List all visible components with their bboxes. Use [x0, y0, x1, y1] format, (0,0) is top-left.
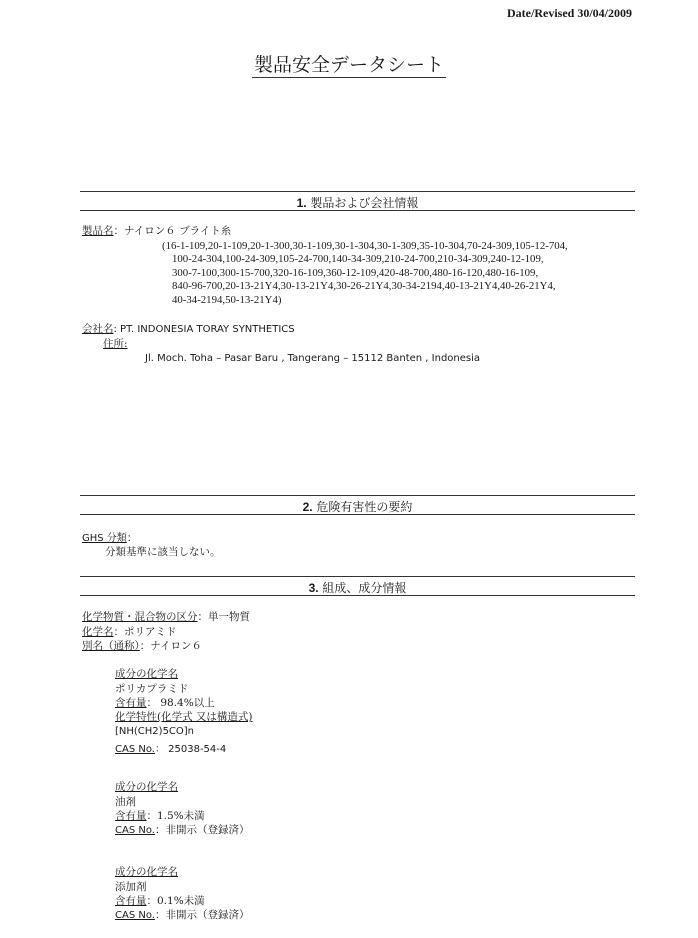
chemical-name-row	[82, 626, 177, 639]
product-name-label: 製品名	[82, 225, 114, 237]
ghs-label: GHS 分類	[82, 533, 127, 544]
substance-type-row	[82, 611, 250, 624]
component-2-content-row	[115, 810, 205, 823]
document-title: 製品安全データシート	[253, 54, 444, 76]
ghs-colon: ：	[126, 532, 138, 544]
section-3-header	[80, 576, 635, 596]
chemical-name-value: ：ポリアミド	[113, 626, 177, 638]
component-1-cas-row	[115, 740, 226, 755]
section-title: 危険有害性の要約	[316, 500, 413, 514]
address-value: Jl. Moch. Toha – Pasar Baru , Tangerang – 15112 Banten , Indonesia	[145, 353, 481, 364]
section-title: 組成、成分情報	[322, 581, 407, 595]
cas-value: ：非開示（登録済）	[154, 824, 250, 836]
section-number: 3.	[308, 581, 319, 595]
alias-row	[82, 640, 202, 653]
alias-value: ：ナイロン６	[139, 640, 203, 652]
component-3-name-value: 添加剤	[115, 881, 147, 893]
component-1-name-label: 成分の化学名	[115, 668, 178, 680]
cas-value: ：非開示（登録済）	[154, 909, 250, 921]
code-line: 40-34-2194,50-13-21Y4)	[172, 293, 282, 306]
content-label: 含有量	[115, 895, 147, 907]
component-1-formula-label: 化学特性(化学式 又は構造式)	[115, 711, 253, 723]
code-line: 300-7-100,300-15-700,320-16-109,360-12-109,420-48-700,480-16-120,480-16-109,	[172, 266, 539, 279]
ghs-value: 分類基準に該当しない。	[105, 546, 221, 558]
component-1-formula-value: [NH(CH2)5CO]n	[115, 726, 195, 737]
section-2-header	[80, 495, 635, 515]
component-2-name-value: 油剤	[115, 796, 136, 808]
code-line: (16-1-109,20-1-109,20-1-300,30-1-109,30-1-304,30-1-309,35-10-304,70-24-309,105-12-704,	[162, 240, 568, 252]
content-label: 含有量	[115, 697, 147, 709]
ghs-row	[82, 532, 137, 545]
product-name-value: ：ナイロン６ ブライト糸	[113, 225, 232, 237]
substance-type-value: ：単一物質	[197, 611, 250, 623]
cas-value: ： 25038-54-4	[154, 744, 227, 755]
content-value: ：0.1%未満	[146, 895, 205, 907]
company-row	[82, 323, 295, 336]
code-line: 840-96-700,20-13-21Y4,30-13-21Y4,30-26-21Y4,30-34-2194,40-13-21Y4,40-26-21Y4,	[172, 280, 556, 293]
section-title: 製品および会社情報	[310, 196, 419, 210]
component-1-content-row	[115, 697, 215, 710]
component-1-name-value: ポリカプラミド	[115, 683, 189, 695]
product-codes	[162, 240, 662, 307]
address-label: 住所:	[103, 338, 128, 350]
section-number: 2.	[302, 500, 313, 514]
component-3-name-label: 成分の化学名	[115, 866, 178, 878]
cas-label: CAS No.	[115, 825, 155, 836]
company-value: : PT. INDONESIA TORAY SYNTHETICS	[113, 324, 295, 335]
product-name-row	[82, 225, 231, 238]
alias-label: 別名（通称）	[82, 640, 140, 652]
component-2-name-label: 成分の化学名	[115, 781, 178, 793]
content-label: 含有量	[115, 810, 147, 822]
company-label: 会社名	[82, 323, 114, 335]
component-3-cas-row	[115, 909, 249, 922]
cas-label: CAS No.	[115, 910, 155, 921]
content-value: ： 98.4%以上	[146, 697, 215, 709]
chemical-name-label: 化学名	[82, 626, 114, 638]
date-revised: Date/Revised 30/04/2009	[507, 6, 632, 20]
component-2-cas-row	[115, 824, 249, 837]
content-value: ：1.5%未満	[146, 810, 205, 822]
cas-label: CAS No.	[115, 744, 155, 755]
code-line: 100-24-304,100-24-309,105-24-700,140-34-309,210-24-700,210-34-309,240-12-109,	[172, 253, 544, 266]
substance-type-label: 化学物質・混合物の区分	[82, 611, 198, 623]
section-number: 1.	[296, 196, 307, 210]
section-1-header	[80, 191, 635, 211]
component-3-content-row	[115, 895, 205, 908]
